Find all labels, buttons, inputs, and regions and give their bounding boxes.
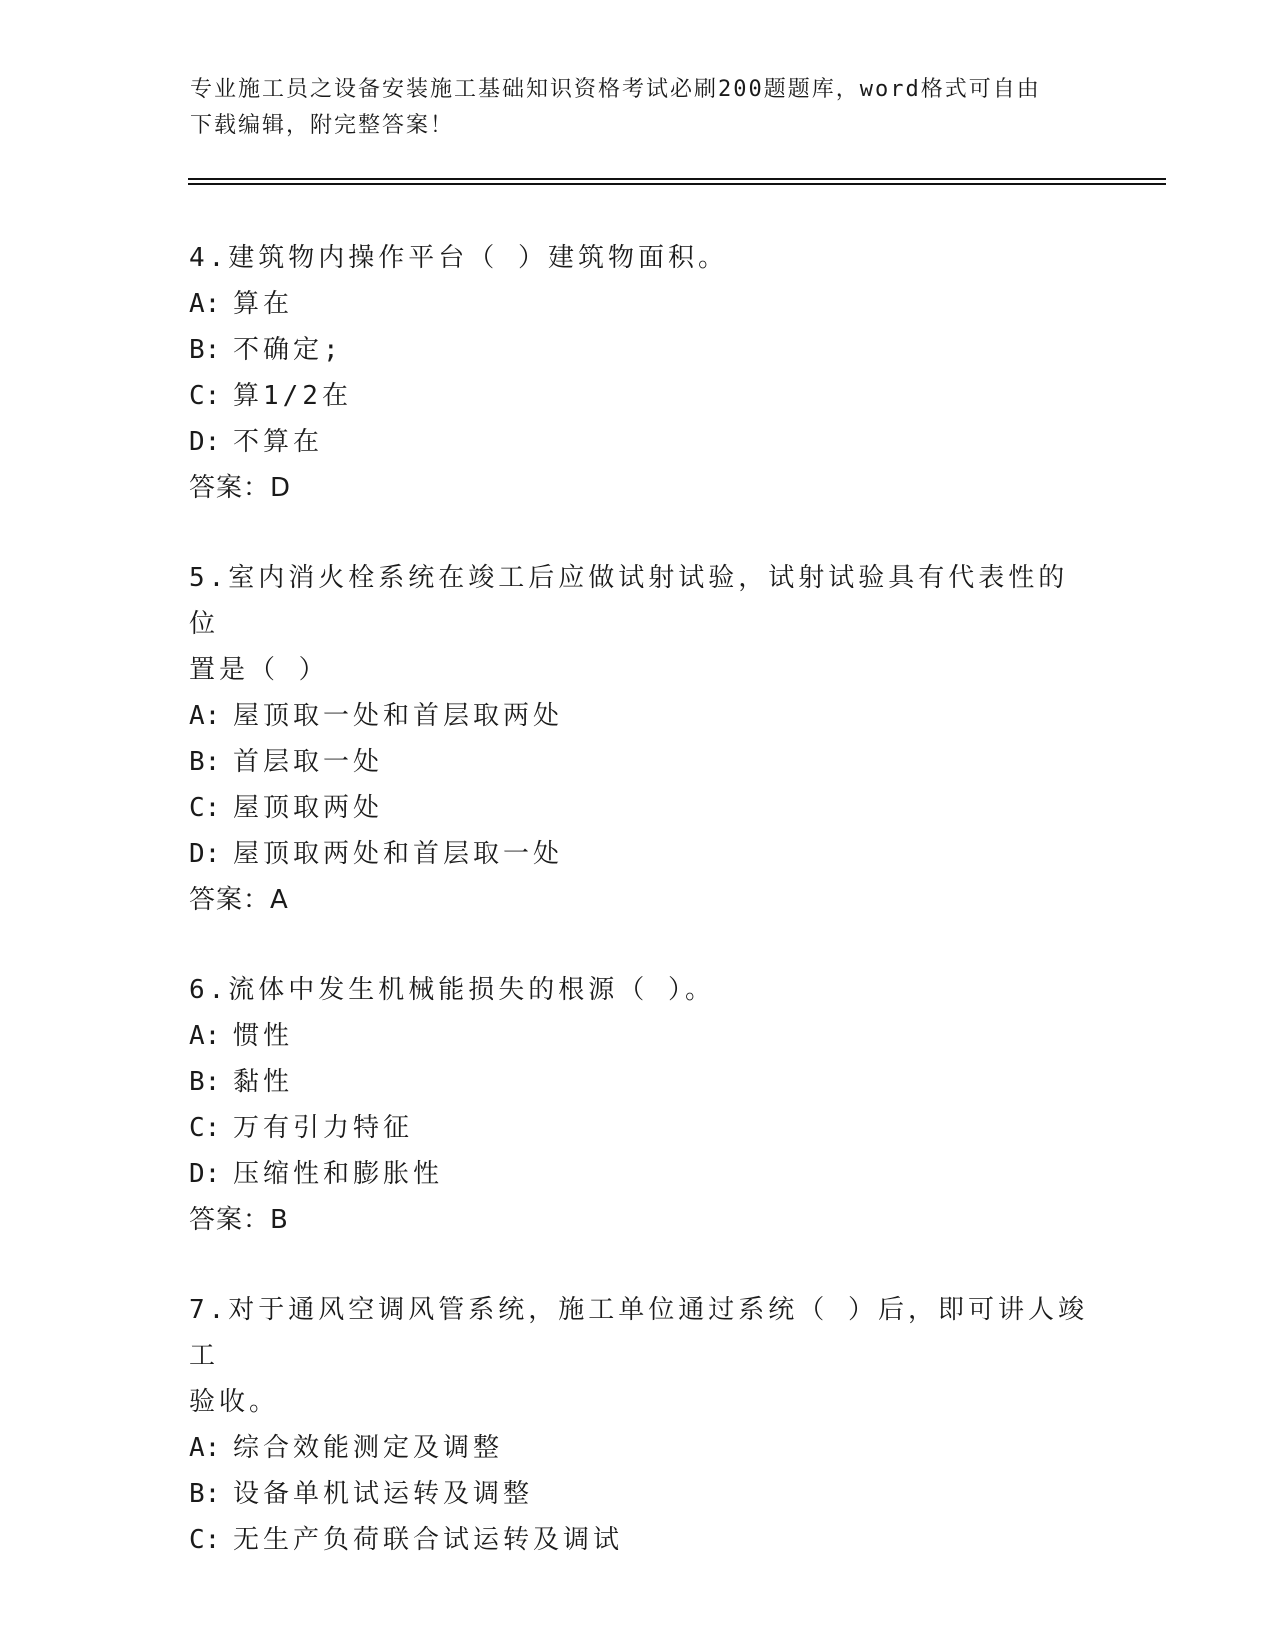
option-a: [189, 1425, 1089, 1471]
option-c: [189, 1105, 1089, 1151]
option-text: 算在: [233, 289, 294, 319]
option-d: [189, 1151, 1089, 1197]
option-c: [189, 373, 1089, 419]
option-letter: B:: [189, 747, 221, 777]
option-letter: D:: [189, 839, 221, 869]
option-text: 首层取一处: [233, 747, 384, 777]
option-a: [189, 1013, 1089, 1059]
option-text: 惯性: [233, 1021, 294, 1051]
option-letter: B:: [189, 1067, 221, 1097]
option-letter: A:: [189, 289, 221, 319]
option-a: [189, 281, 1089, 327]
question-list: [189, 235, 1089, 1607]
header-line-2: 下载编辑，附完整答案！: [190, 113, 455, 138]
header-divider-bottom: [188, 183, 1166, 185]
option-b: [189, 1471, 1089, 1517]
option-text: 综合效能测定及调整: [233, 1433, 504, 1463]
option-text: 压缩性和膨胀性: [233, 1159, 444, 1189]
option-text: 算1/2在: [233, 381, 352, 411]
option-c: [189, 1517, 1089, 1563]
option-letter: A:: [189, 701, 221, 731]
header-line-1: 专业施工员之设备安装施工基础知识资格考试必刷200题题库，word格式可自由: [190, 77, 1041, 102]
option-letter: A:: [189, 1433, 221, 1463]
question-item: [189, 555, 1089, 923]
option-d: [189, 419, 1089, 465]
question-stem: 7.对于通风空调风管系统，施工单位通过系统（ ）后，即可讲人竣工: [189, 1295, 1088, 1371]
question-stem: 4.建筑物内操作平台（ ）建筑物面积。: [189, 243, 728, 273]
option-b: [189, 739, 1089, 785]
question-stem-continued: 验收。: [189, 1387, 280, 1417]
option-letter: C:: [189, 381, 221, 411]
question-stem: 6.流体中发生机械能损失的根源（ ）。: [189, 975, 715, 1005]
document-header: [190, 72, 1090, 144]
option-d: [189, 831, 1089, 877]
question-stem-continued: 置是（ ）: [189, 655, 329, 685]
answer-line: 答案：A: [189, 885, 289, 915]
question-item: [189, 1287, 1089, 1563]
option-letter: B:: [189, 335, 221, 365]
option-text: 不确定;: [233, 335, 343, 365]
option-letter: A:: [189, 1021, 221, 1051]
answer-line: 答案：B: [189, 1205, 289, 1235]
question-stem: 5.室内消火栓系统在竣工后应做试射试验，试射试验具有代表性的位: [189, 563, 1069, 639]
option-text: 屋顶取两处: [233, 793, 384, 823]
option-letter: C:: [189, 1113, 221, 1143]
option-letter: B:: [189, 1479, 221, 1509]
option-letter: C:: [189, 793, 221, 823]
option-c: [189, 785, 1089, 831]
option-text: 万有引力特征: [233, 1113, 414, 1143]
option-text: 黏性: [233, 1067, 294, 1097]
option-b: [189, 1059, 1089, 1105]
option-b: [189, 327, 1089, 373]
header-divider-top: [188, 178, 1166, 180]
option-text: 设备单机试运转及调整: [233, 1479, 534, 1509]
option-text: 屋顶取两处和首层取一处: [233, 839, 564, 869]
option-a: [189, 693, 1089, 739]
option-text: 不算在: [233, 427, 324, 457]
option-text: 无生产负荷联合试运转及调试: [233, 1525, 624, 1555]
option-letter: D:: [189, 1159, 221, 1189]
question-item: [189, 967, 1089, 1243]
option-letter: D:: [189, 427, 221, 457]
option-letter: C:: [189, 1525, 221, 1555]
question-item: [189, 235, 1089, 511]
option-text: 屋顶取一处和首层取两处: [233, 701, 564, 731]
answer-line: 答案：D: [189, 473, 292, 503]
